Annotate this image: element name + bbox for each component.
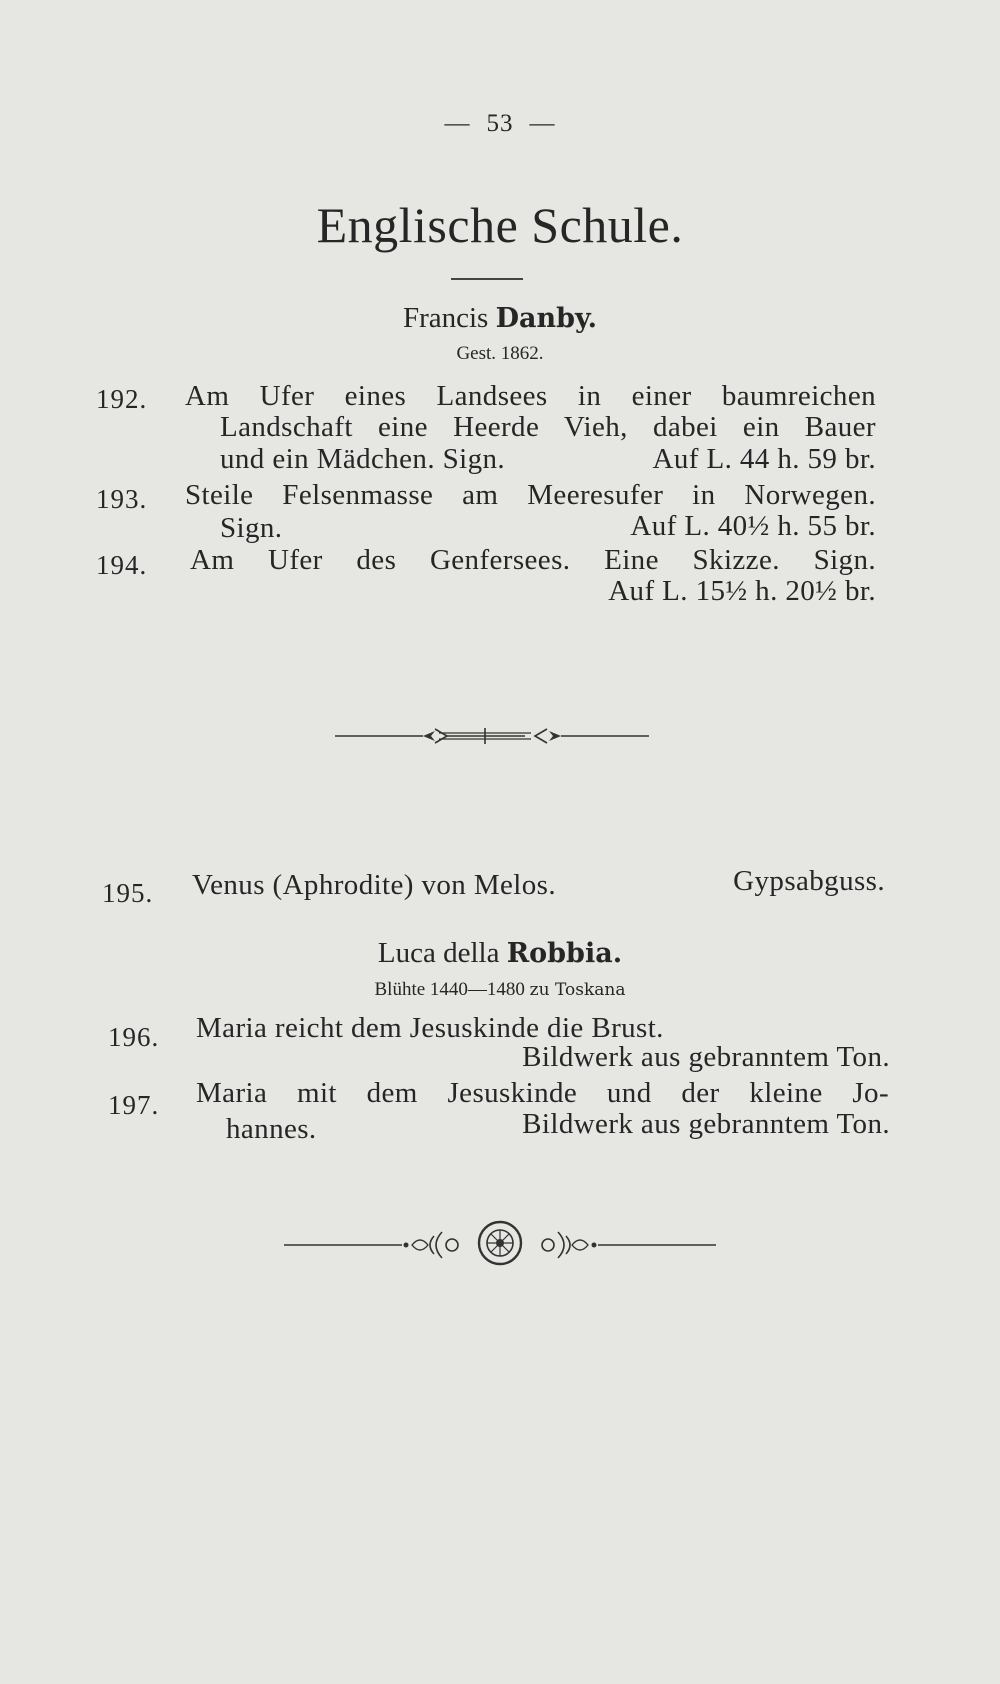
entry-197-line1: Maria mit dem Jesuskinde und der kleine Jo- — [196, 1077, 889, 1109]
entry-195-text: Venus (Aphrodite) von Melos. — [192, 869, 556, 901]
entry-196-medium: Bildwerk aus gebranntem Ton. — [522, 1041, 890, 1073]
rosette-ornament — [284, 1218, 716, 1268]
artist-dates-danby: Gest. 1862. — [456, 343, 544, 364]
entry-number-196: 196. — [108, 1022, 160, 1052]
entry-196-line1: Maria reicht dem Jesuskinde die Brust. — [196, 1012, 664, 1044]
entry-192-size: Auf L. 44 h. 59 br. — [652, 443, 876, 475]
entry-number-197: 197. — [108, 1090, 160, 1120]
ornamental-divider — [335, 725, 649, 747]
entry-193-line2: Sign. — [220, 512, 283, 544]
entry-192-line2: Landschaft eine Heerde Vieh, dabei ein Bauer — [220, 411, 876, 443]
section-title: Englische Schule. — [316, 197, 684, 253]
entry-197-line2: hannes. — [226, 1113, 317, 1145]
artist-heading-robbia: Luca della Robbia. — [377, 937, 623, 969]
artist-heading-danby: Francis Danby. — [402, 302, 598, 334]
entry-192-line1: Am Ufer eines Landsees in einer baumreichen — [185, 380, 876, 412]
entry-number-192: 192. — [96, 384, 148, 414]
artist-dates-robbia: Blühte 1440—1480 zu Toskana — [374, 979, 626, 1000]
entry-194-line1: Am Ufer des Genfersees. Eine Skizze. Sign. — [190, 544, 876, 576]
entry-197-medium: Bildwerk aus gebranntem Ton. — [522, 1108, 890, 1140]
page-number-value: 53 — [486, 110, 514, 137]
entry-number-195: 195. — [102, 878, 154, 908]
entry-194-size: Auf L. 15½ h. 20½ br. — [608, 575, 876, 607]
title-rule — [451, 278, 523, 280]
entry-195-medium: Gypsabguss. — [733, 865, 885, 897]
entry-193-size: Auf L. 40½ h. 55 br. — [630, 510, 876, 542]
entry-192-line3: und ein Mädchen. Sign. — [220, 443, 506, 475]
entry-number-194: 194. — [96, 550, 148, 580]
entry-number-193: 193. — [96, 484, 148, 514]
entry-193-line1: Steile Felsenmasse am Meeresufer in Norwegen. — [185, 479, 876, 511]
page-number: — 53 — — [444, 110, 556, 137]
